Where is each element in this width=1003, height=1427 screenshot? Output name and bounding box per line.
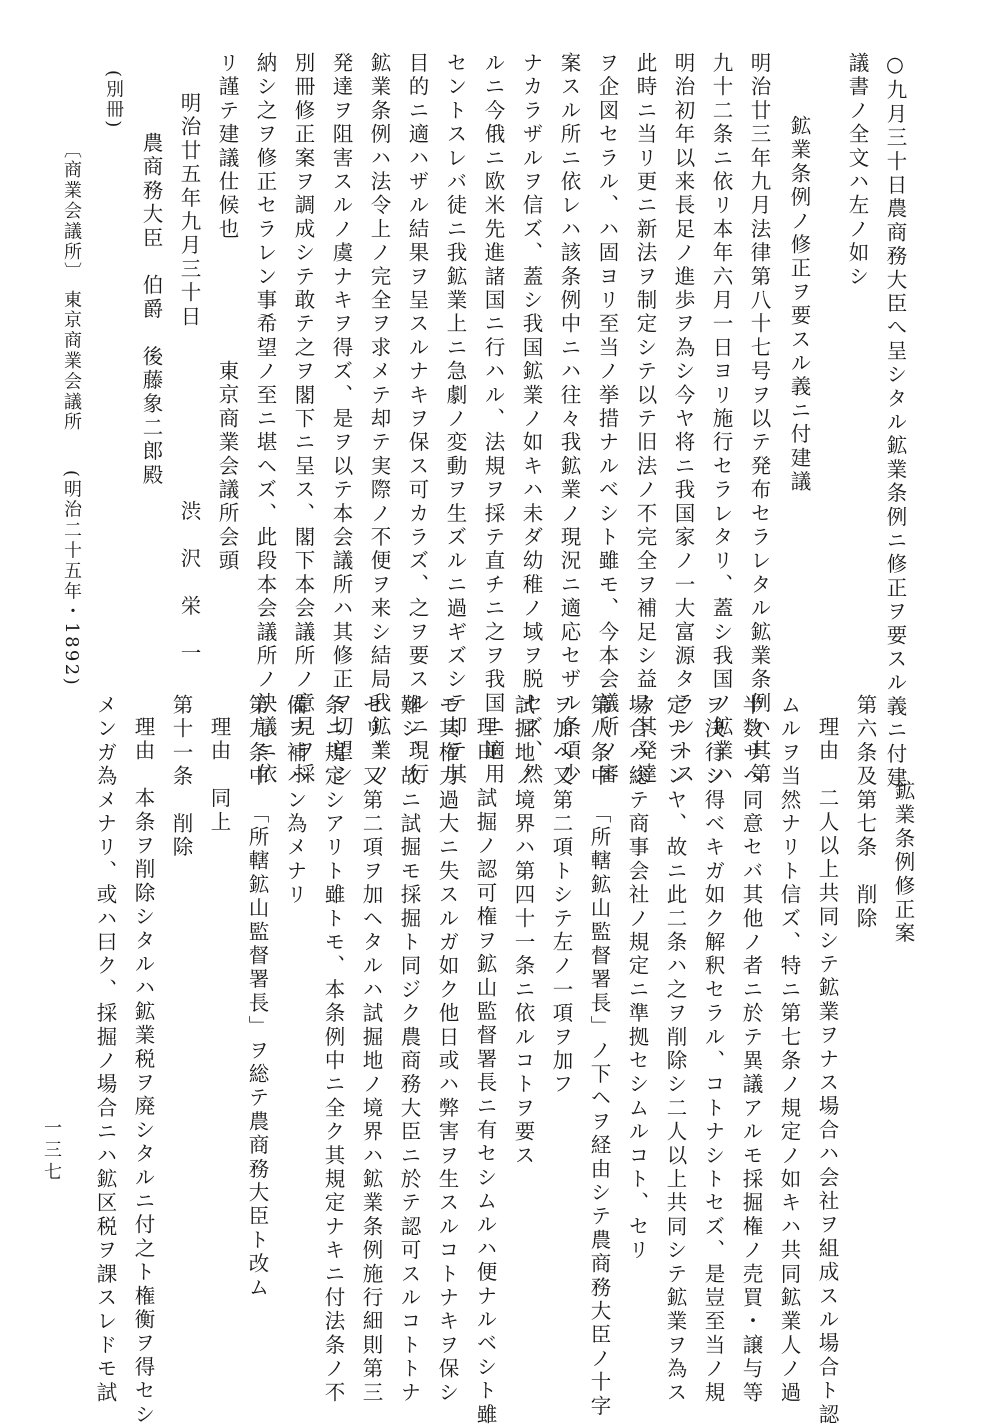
- text-line: 鉱業条例ハ法令上ノ完全ヲ求メテ却テ実際ノ不便ヲ来シ結局我鉱業ノ: [367, 52, 391, 787]
- president-name: 渋 沢 栄 一: [177, 500, 201, 666]
- attachment-note: (別冊): [103, 70, 124, 130]
- text-line: 半数サヘ同意セバ其他ノ者ニ於テ異議アルモ採掘権ノ売買・譲与等: [739, 694, 763, 1405]
- source-org: 東京商業会議所: [61, 290, 82, 433]
- text-line: 理由 本条ヲ削除シタルハ鉱業税ヲ廃シタルニ付之ト権衡ヲ得セシ: [131, 716, 155, 1427]
- text-line: 議書ノ全文ハ左ノ如シ: [845, 52, 869, 289]
- text-line: 第八条中 「所轄鉱山監督署長」ノ下ヘヲ経由シテ農商務大臣ノ十字: [587, 694, 611, 1419]
- source-label: 〔商業会議所〕: [61, 140, 82, 283]
- text-line: 第九条中 「所轄鉱山監督署長」ヲ総テ農商務大臣ト改ム: [245, 694, 269, 1300]
- text-line: 理由 同上: [207, 716, 231, 835]
- draft-title: 鉱業条例修正案: [891, 780, 915, 946]
- text-line: リ謹テ建議仕候也: [215, 52, 239, 242]
- text-line: 発達ヲ阻害スルノ虞ナキヲ得ズ、是ヲ以テ本会議所ハ其修正ヲ切望シ: [329, 52, 353, 787]
- memorial-date: 明治廿五年九月三十日: [177, 92, 201, 329]
- text-line: 理由 試掘ノ認可権ヲ鉱山監督署長ニ有セシムルハ便ナルベシト雖: [473, 716, 497, 1427]
- memorial-title: 鉱業条例ノ修正ヲ要スル義ニ付建議: [787, 115, 811, 495]
- text-line: 第六条及第七条 削除: [853, 694, 877, 931]
- text-line: 試掘地ノ境界ハ第四十一条ニ依ルコトヲ要ス: [511, 694, 535, 1168]
- text-line: ルニ今俄ニ欧米先進諸国ニ行ハル、法規ヲ採テ直チニ之ヲ我国ニ適用: [481, 52, 505, 787]
- source-year: (明治二十五年・1892): [61, 470, 82, 688]
- text-line: 目的ニ適ハザル結果ヲ呈スルナキヲ保ス可カラズ、之ヲ要スルニ現行: [405, 52, 429, 787]
- page-number: 一三七: [41, 1118, 62, 1184]
- text-line: 難シ、故ニ試掘モ採掘ト同ジク農商務大臣ニ於テ認可スルコトトナ: [397, 694, 421, 1405]
- text-line: セリ、又第二項ヲ加ヘタルハ試掘地ノ境界ハ鉱業条例施行細則第三: [359, 694, 383, 1405]
- text-line: メンガ為メナリ、或ハ曰ク、採掘ノ場合ニハ鉱区税ヲ課スレドモ試: [93, 694, 117, 1405]
- text-line: 第十一条 削除: [169, 694, 193, 860]
- text-line: 明治初年以来長足ノ進歩ヲ為シ今ヤ将ニ我国家ノ一大富源タラントス: [671, 52, 695, 787]
- text-line: 条ニ規定シアリト雖トモ、本条例中ニ全ク其規定ナキニ付法条ノ不: [321, 694, 345, 1405]
- text-line: ムルヲ当然ナリト信ズ、特ニ第七条ノ規定ノ如キハ共同鉱業人ノ過: [777, 694, 801, 1405]
- text-line: ○九月三十日農商務大臣へ呈シタル鉱業条例ニ修正ヲ要スル義ニ付建: [883, 52, 907, 791]
- addressee: 農商務大臣 伯爵 後藤象二郎殿: [139, 132, 163, 488]
- text-line: 備ヲ補ハン為メナリ: [283, 694, 307, 908]
- text-line: モ其権力過大ニ失スルガ如ク他日或ハ弊害ヲ生スルコトナキヲ保シ: [435, 694, 459, 1405]
- text-line: ヲ企図セラル、ハ固ヨリ至当ノ挙措ナルベシト雖モ、今本会議所ノ審: [595, 52, 619, 787]
- text-line: 理由 二人以上共同シテ鉱業ヲナス場合ハ会社ヲ組成スル場合ト認: [815, 716, 839, 1427]
- text-line: 場合ハ総テ商事会社ノ規定ニ準拠セシムルコト、セリ: [625, 694, 649, 1263]
- text-line: 此時ニ当リ更ニ新法ヲ制定シテ以テ旧法ノ不完全ヲ補足シ益々其発達: [633, 52, 657, 787]
- text-line: セントスレバ徒ニ我鉱業上ニ急劇ノ変動ヲ生ズルニ過ギズシテ却テ其: [443, 52, 467, 787]
- text-line: 納シ之ヲ修正セラレン事希望ノ至ニ堪ヘズ、此段本会議所ノ決議ニ依: [253, 52, 277, 787]
- text-line: ヲ決行シ得ベキガ如ク解釈セラル、コトナシトセズ、是豈至当ノ規: [701, 694, 725, 1405]
- org-title: 東京商業会議所会頭: [215, 360, 239, 574]
- text-line: 九十二条ニ依リ本年六月一日ヨリ施行セラレタリ、蓋シ我国ノ鉱業ハ: [709, 52, 733, 787]
- text-line: ナカラザルヲ信ズ、蓋シ我国鉱業ノ如キハ未ダ幼稚ノ域ヲ脱セズ、然: [519, 52, 543, 787]
- text-line: 別冊修正案ヲ調成シテ敢テ之ヲ閣下ニ呈ス、閣下本会議所ノ意見ヲ採: [291, 52, 315, 787]
- text-line: 案スル所ニ依レハ該条例中ニハ往々我鉱業ノ現況ニ適応セザル条項少: [557, 52, 581, 787]
- text-line: ヲ加ヘ又第二項トシテ左ノ一項ヲ加フ: [549, 694, 573, 1097]
- text-line: 定ナランヤ、故ニ此二条ハ之ヲ削除シ二人以上共同シテ鉱業ヲ為ス: [663, 694, 687, 1406]
- text-line: 明治廿三年九月法律第八十七号ヲ以テ発布セラレタル鉱業条例ハ其第: [747, 52, 771, 787]
